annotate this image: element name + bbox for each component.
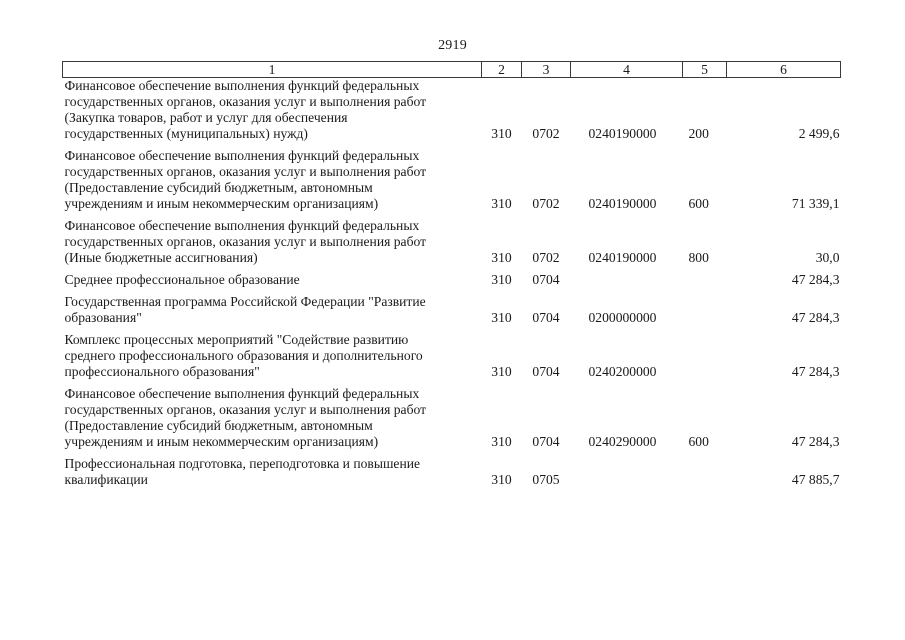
section-code: 0704 xyxy=(532,310,560,325)
section-code: 0704 xyxy=(532,272,560,287)
expense-item-name-line: государственных органов, оказания услуг и выполнения работ xyxy=(64,94,427,109)
ministry-code: 310 xyxy=(491,310,512,325)
amount-value: 2 499,6 xyxy=(798,126,840,141)
target-article-code: 0240190000 xyxy=(588,196,657,211)
expense-item-name-line: среднего профессионального образования и дополнительного xyxy=(64,348,423,363)
ministry-code: 310 xyxy=(491,126,512,141)
expense-type-code xyxy=(683,272,727,288)
target-article-code: 0240290000 xyxy=(588,434,657,449)
table-header xyxy=(63,62,841,78)
section-code: 0705 xyxy=(532,472,560,487)
amount-value: 47 284,3 xyxy=(791,364,840,379)
expense-item-name xyxy=(63,332,482,380)
table-row xyxy=(63,218,841,266)
section-code: 0704 xyxy=(532,364,560,379)
target-article-code: 0200000000 xyxy=(588,310,657,325)
section-code: 0702 xyxy=(532,250,560,265)
row-spacer xyxy=(63,488,841,494)
column-header-4: 4 xyxy=(571,62,683,78)
expense-item-name-line: (Закупка товаров, работ и услуг для обеспечения xyxy=(64,110,348,125)
expense-item-name-line: Финансовое обеспечение выполнения функций федеральных xyxy=(64,218,420,233)
expense-item-name-line: квалификации xyxy=(64,472,148,487)
row-spacer-cell xyxy=(63,488,841,494)
column-header-1: 1 xyxy=(63,62,482,78)
column-header-3: 3 xyxy=(522,62,571,78)
expense-item-name xyxy=(63,456,482,488)
amount-value: 47 885,7 xyxy=(791,472,840,487)
section-code: 0702 xyxy=(532,126,560,141)
target-article-code: 0240190000 xyxy=(588,250,657,265)
expense-item-name-line: учреждениям и иным некоммерческим организациям) xyxy=(64,434,379,449)
expense-item-name-line: государственных органов, оказания услуг и выполнения работ xyxy=(64,402,427,417)
expense-item-name xyxy=(63,386,482,450)
expense-item-name-line: Финансовое обеспечение выполнения функций федеральных xyxy=(64,386,420,401)
column-header-5: 5 xyxy=(683,62,727,78)
ministry-code: 310 xyxy=(491,196,512,211)
expense-type-code: 600 xyxy=(688,196,709,211)
expense-item-name-line: (Предоставление субсидий бюджетным, автономным xyxy=(64,418,373,433)
expense-type-code: 600 xyxy=(688,434,709,449)
expense-item-name xyxy=(63,294,482,326)
column-number-row xyxy=(63,62,841,78)
amount-value: 71 339,1 xyxy=(791,196,840,211)
expense-item-name-line: государственных органов, оказания услуг и выполнения работ xyxy=(64,234,427,249)
ministry-code: 310 xyxy=(491,472,512,487)
table-body xyxy=(63,78,841,495)
expense-item-name-line: образования" xyxy=(64,310,142,325)
expense-item-name xyxy=(63,78,482,143)
target-article-code: 0240200000 xyxy=(588,364,657,379)
expense-item-name-line: Финансовое обеспечение выполнения функций федеральных xyxy=(64,148,420,163)
column-header-6: 6 xyxy=(727,62,841,78)
section-code: 0702 xyxy=(532,196,560,211)
expense-item-name-line: государственных органов, оказания услуг и выполнения работ xyxy=(64,164,427,179)
ministry-code: 310 xyxy=(491,250,512,265)
page-number: 2919 xyxy=(438,38,467,53)
expense-item-name-line: государственных (муниципальных) нужд) xyxy=(64,126,308,141)
expense-type-code xyxy=(683,332,727,380)
target-article-code xyxy=(571,272,683,288)
expense-item-name-line: (Иные бюджетные ассигнования) xyxy=(64,250,258,265)
ministry-code: 310 xyxy=(491,272,512,287)
table-row xyxy=(63,78,841,143)
budget-table xyxy=(62,61,841,494)
amount-value: 47 284,3 xyxy=(791,272,840,287)
amount-value: 47 284,3 xyxy=(791,434,840,449)
table-row xyxy=(63,272,841,288)
ministry-code: 310 xyxy=(491,434,512,449)
expense-item-name-line: профессионального образования" xyxy=(64,364,260,379)
expense-item-name-line: учреждениям и иным некоммерческим организациям) xyxy=(64,196,379,211)
expense-item-name xyxy=(63,148,482,212)
column-header-2: 2 xyxy=(482,62,522,78)
expense-item-name-line: Среднее профессиональное образование xyxy=(64,272,300,287)
target-article-code xyxy=(571,456,683,488)
expense-type-code: 200 xyxy=(688,126,709,141)
ministry-code: 310 xyxy=(491,364,512,379)
table-row xyxy=(63,386,841,450)
table-row xyxy=(63,294,841,326)
expense-item-name-line: Финансовое обеспечение выполнения функций федеральных xyxy=(64,78,420,93)
expense-type-code: 800 xyxy=(688,250,709,265)
table-row xyxy=(63,332,841,380)
expense-type-code xyxy=(683,294,727,326)
expense-item-name xyxy=(63,272,482,288)
expense-item-name-line: Профессиональная подготовка, переподготовка и повышение xyxy=(64,456,421,471)
expense-type-code xyxy=(683,456,727,488)
expense-item-name-line: Комплекс процессных мероприятий "Содействие развитию xyxy=(64,332,409,347)
expense-item-name xyxy=(63,218,482,266)
amount-value: 30,0 xyxy=(815,250,840,265)
expense-item-name-line: (Предоставление субсидий бюджетным, автономным xyxy=(64,180,373,195)
expense-item-name-line: Государственная программа Российской Федерации "Развитие xyxy=(64,294,426,309)
target-article-code: 0240190000 xyxy=(588,126,657,141)
section-code: 0704 xyxy=(532,434,560,449)
table-row xyxy=(63,148,841,212)
table-row xyxy=(63,456,841,488)
amount-value: 47 284,3 xyxy=(791,310,840,325)
